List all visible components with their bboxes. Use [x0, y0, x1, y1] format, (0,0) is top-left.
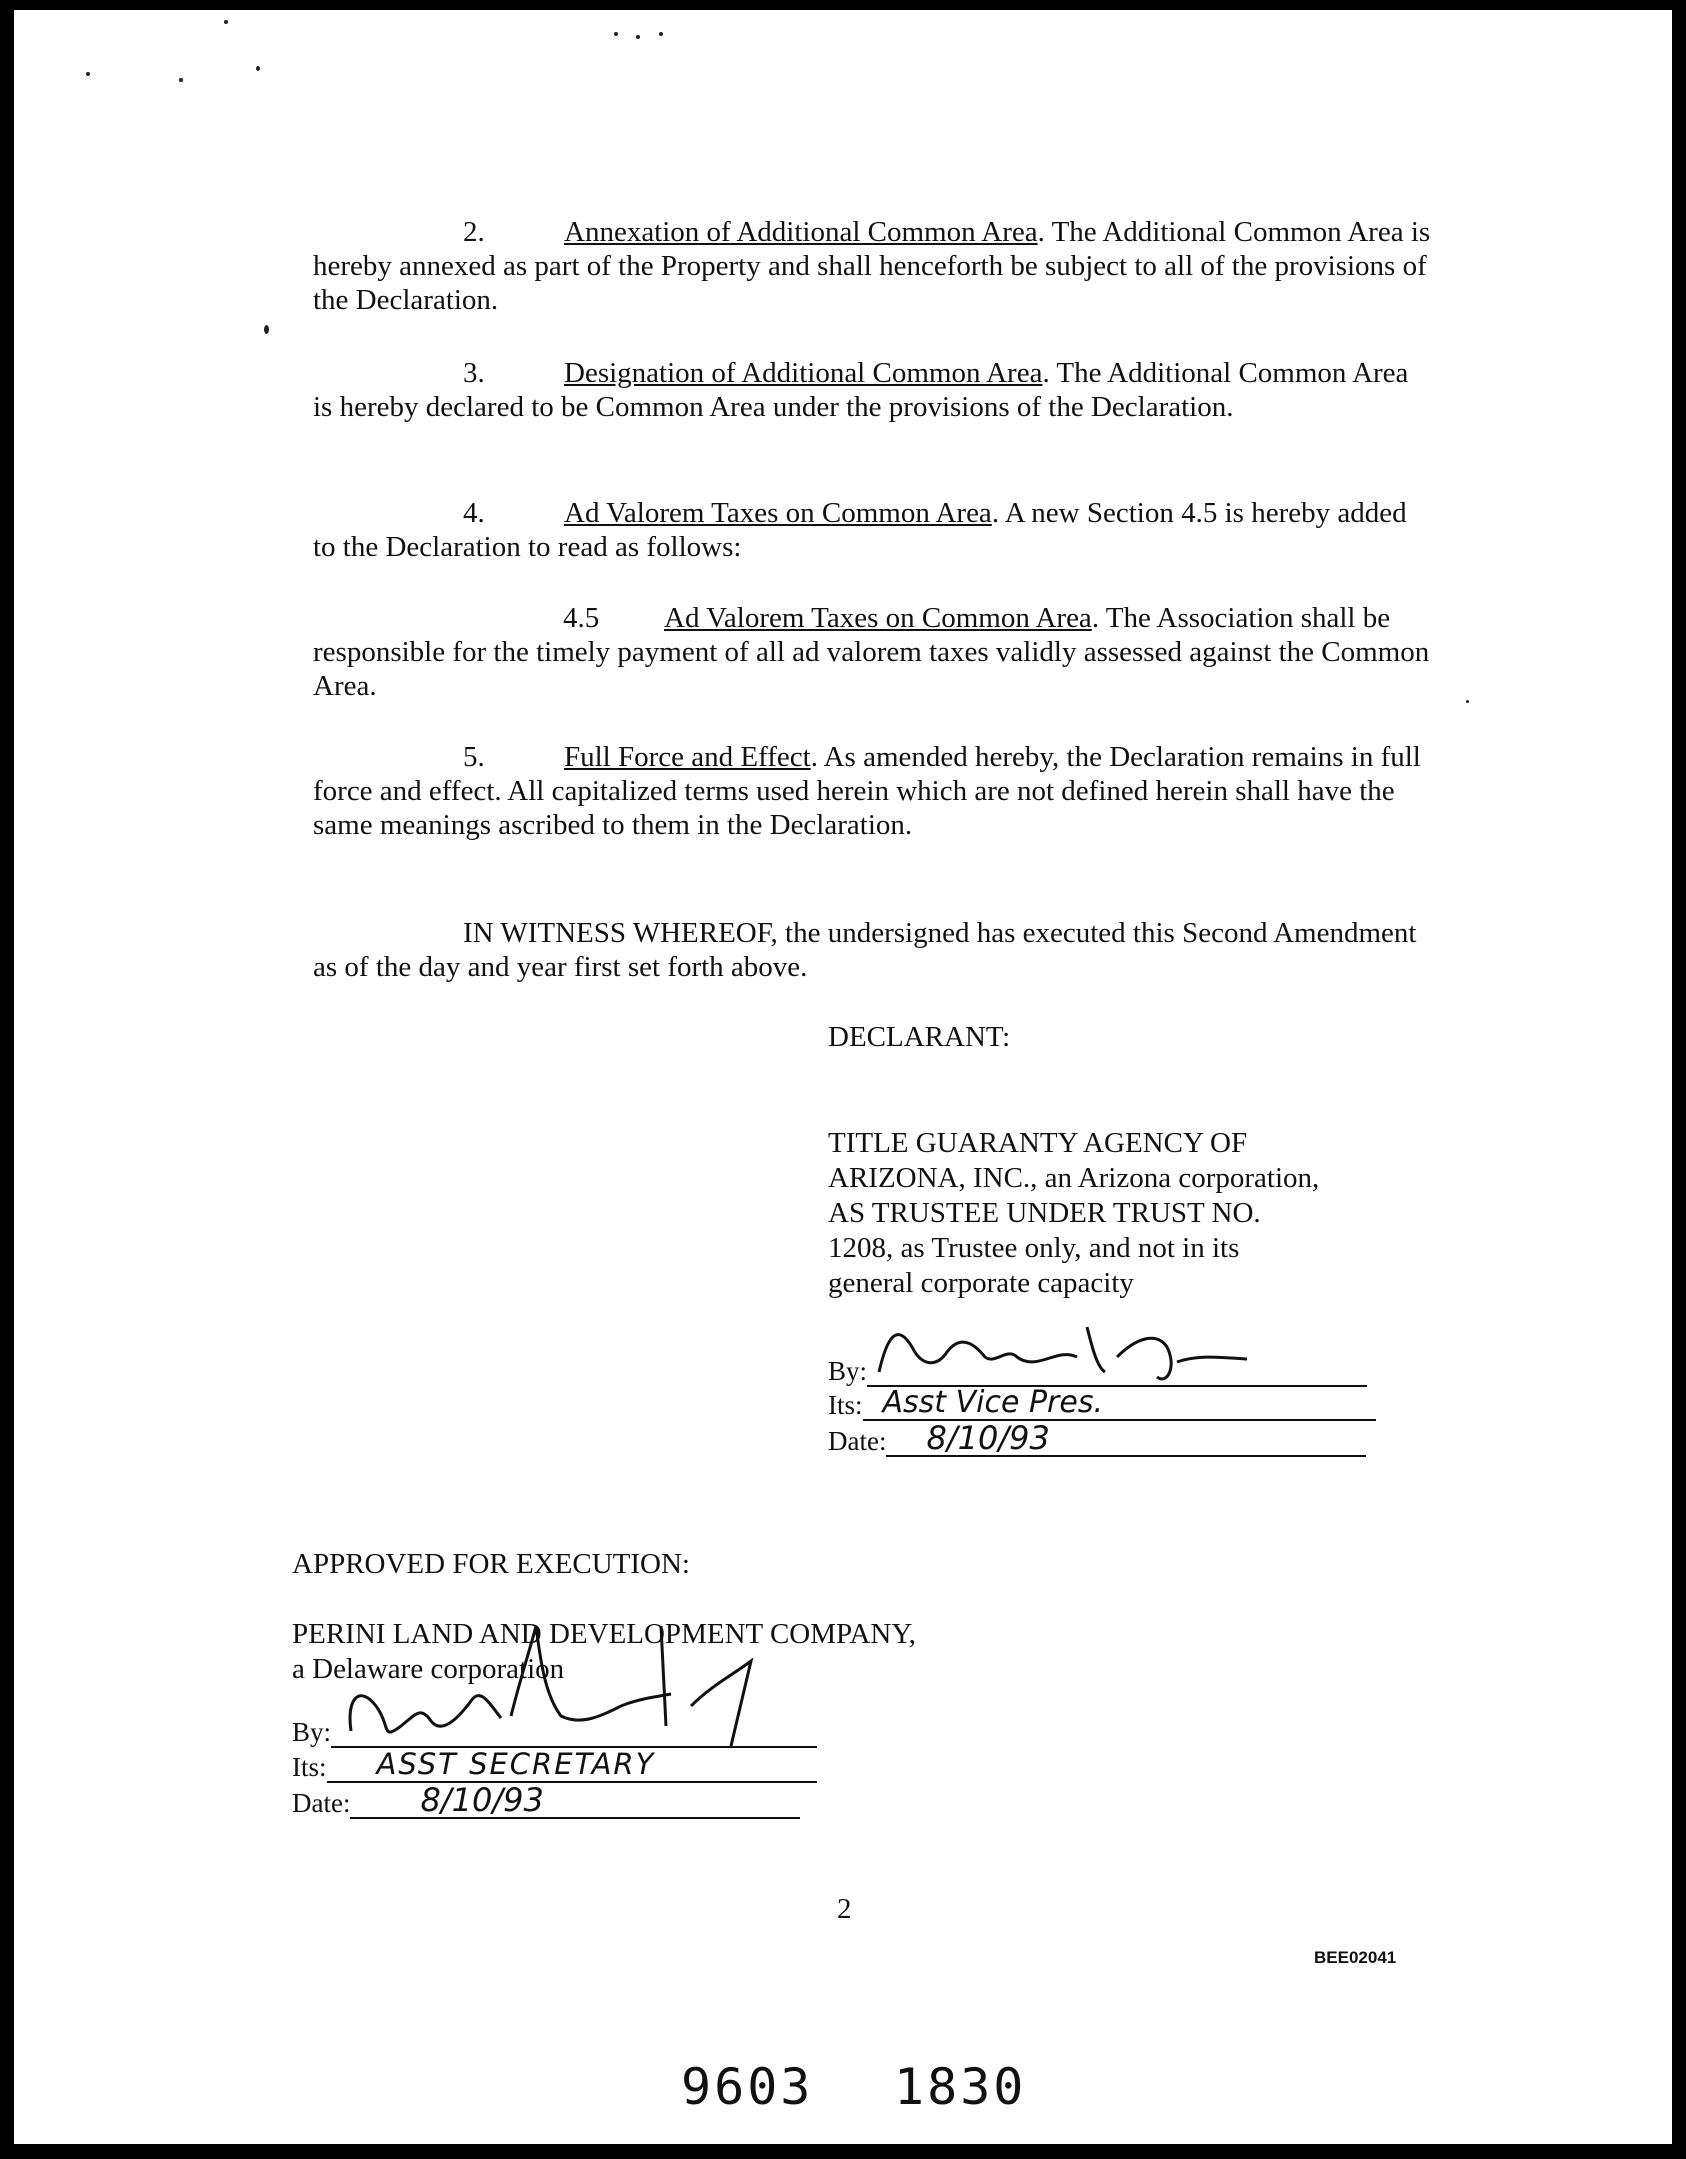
declarant-label: DECLARANT: [828, 1021, 1011, 1053]
scan-speck [614, 32, 618, 36]
stamp-number-right: 1830 [894, 2058, 1027, 2116]
section-number: 5. [463, 741, 485, 773]
approval-signature-line [331, 1716, 817, 1748]
scan-speck [636, 35, 640, 39]
approval-date-line [350, 1781, 800, 1819]
section-text: . The Additional Common Area is hereby annexed as part of the Property and shall henceforth be subject to all of the provisions of the Declaration. [313, 216, 1431, 316]
approval-its-row [292, 1747, 817, 1783]
its-label: Its: [292, 1752, 327, 1782]
section-text: . A new Section 4.5 is hereby added to the Declaration to read as follows: [313, 497, 1407, 563]
section-heading: Full Force and Effect [564, 741, 811, 773]
scan-speck [256, 66, 260, 71]
section-heading: Designation of Additional Common Area [564, 357, 1043, 389]
scan-speck [86, 72, 90, 76]
entity-line: 1208, as Trustee only, and not in its [828, 1232, 1240, 1264]
section-4 [313, 496, 1433, 564]
section-number: 2. [463, 216, 485, 248]
stamp-number-left: 9603 [681, 2058, 814, 2116]
section-heading: Ad Valorem Taxes on Common Area [664, 602, 1092, 634]
entity-line: general corporate capacity [828, 1267, 1134, 1299]
approval-date-row [292, 1781, 800, 1819]
section-number: 4. [463, 497, 485, 529]
declarant-signature-line [867, 1355, 1367, 1387]
scan-speck [659, 32, 663, 36]
section-heading: Annexation of Additional Common Area [564, 216, 1038, 248]
its-label: Its: [828, 1390, 863, 1420]
declarant-its-line [863, 1385, 1376, 1421]
scan-speck [264, 325, 269, 334]
section-number: 4.5 [563, 602, 600, 634]
section-heading: Ad Valorem Taxes on Common Area [564, 497, 992, 529]
section-text: . The Additional Common Area is hereby declared to be Common Area under the provisions of the Declaration. [313, 357, 1409, 423]
scan-speck [224, 20, 228, 24]
witness-clause: IN WITNESS WHEREOF, the undersigned has executed this Second Amendment as of the day and year first set forth above. [313, 917, 1417, 983]
date-label: Date: [292, 1788, 351, 1818]
declarant-signature [867, 1317, 1287, 1387]
entity-line: TITLE GUARANTY AGENCY OF [828, 1127, 1248, 1159]
date-label: Date: [828, 1426, 887, 1456]
approval-date-value: 8/10/93 [420, 1781, 544, 1819]
section-text: . The Association shall be responsible for the timely payment of all ad valorem taxes validly assessed against the Common Area. [313, 602, 1430, 702]
section-3 [313, 356, 1433, 424]
document-page [14, 10, 1672, 2144]
document-code: BEE02041 [1314, 1948, 1397, 1967]
page-number: 2 [837, 1893, 852, 1925]
declarant-by-row [828, 1355, 1367, 1387]
by-label: By: [828, 1356, 868, 1386]
declarant-entity [828, 1126, 1448, 1301]
approval-label: APPROVED FOR EXECUTION: [292, 1548, 690, 1580]
scan-speck [179, 78, 183, 82]
declarant-its-value: Asst Vice Pres. [882, 1385, 1103, 1420]
section-number: 3. [463, 357, 485, 389]
company-sub: a Delaware corporation [292, 1653, 565, 1685]
entity-line: AS TRUSTEE UNDER TRUST NO. [828, 1197, 1261, 1229]
company-name: PERINI LAND AND DEVELOPMENT COMPANY, [292, 1618, 916, 1650]
section-2 [313, 215, 1433, 317]
by-label: By: [292, 1717, 332, 1747]
declarant-date-line [886, 1419, 1366, 1457]
section-5 [313, 740, 1433, 842]
approval-its-line [327, 1747, 817, 1783]
declarant-date-value: 8/10/93 [926, 1419, 1050, 1457]
declarant-its-row [828, 1385, 1376, 1421]
approval-its-value: ASST SECRETARY [376, 1747, 656, 1781]
approval-signature [331, 1606, 801, 1751]
declarant-date-row [828, 1419, 1366, 1457]
section-4-5 [313, 601, 1433, 703]
section-text: . As amended hereby, the Declaration remains in full force and effect. All capitalized terms used herein which are not defined herein shall have the same meanings ascribed to them in the Declaration. [313, 741, 1421, 841]
entity-line: ARIZONA, INC., an Arizona corporation, [828, 1162, 1320, 1194]
approval-by-row [292, 1716, 817, 1748]
scan-speck [1466, 700, 1469, 703]
